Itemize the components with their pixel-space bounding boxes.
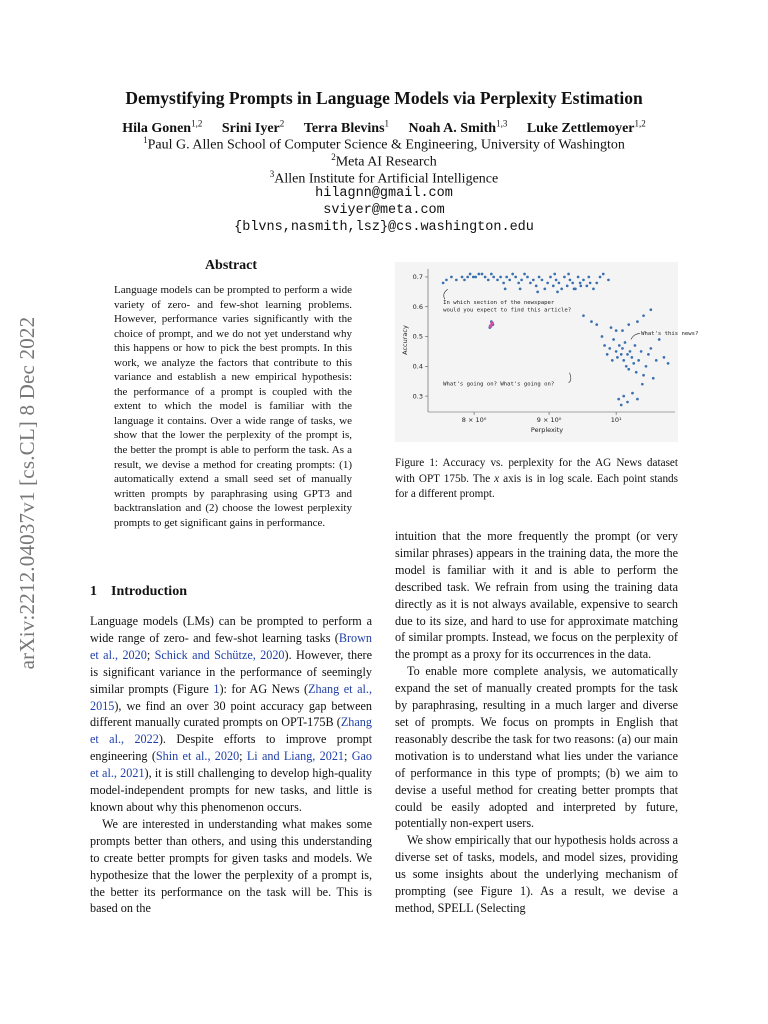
data-point (529, 282, 532, 285)
data-point (599, 276, 602, 279)
author-sup: 1,2 (634, 118, 646, 128)
intro-paragraph-4: To enable more complete analysis, we automatically expand the set of manually created prompts for the task by paraphrasing, resulting in a much larger and diverse set of prompts. We focus on prompts in English that reasonably describe the task for two reasons: (a) our main motivation is to understand what lies under the variance of performance in this type of prompts; (b) we aim to devise a useful method for creating better prompts that could be easily adopted and interpreted by future, potentially non-expert users. (395, 664, 678, 831)
section-number: 1 (90, 584, 97, 599)
data-point (477, 273, 480, 276)
text-run: ), we find an over 30 point accuracy gap between different manually curated prompts on OPT-175B ( (90, 698, 372, 730)
data-point (579, 282, 582, 285)
author-sup: 2 (279, 118, 285, 128)
data-point (511, 273, 514, 276)
data-point (652, 377, 655, 380)
intro-paragraph-5: We show empirically that our hypothesis holds across a diverse set of tasks, models, and model sizes, providing us some insights about the underlying mechanism of prompting (see Figure 1). As a result, we devise a method, SPELL (Selecting (395, 833, 678, 915)
data-point (590, 320, 593, 323)
data-point (631, 356, 634, 359)
data-point (579, 285, 582, 288)
data-point (616, 356, 619, 359)
x-tick-label: 9 × 10⁰ (536, 416, 562, 424)
data-point (573, 288, 576, 291)
author (408, 118, 508, 136)
citation-link[interactable]: 1 (213, 681, 220, 696)
email: hilagnn@gmail.com (315, 186, 453, 201)
data-point (558, 282, 561, 285)
text-run: Language models (LMs) can be prompted to perform a wide range of zero- and few-shot learning tasks ( (90, 614, 372, 645)
data-point (514, 276, 517, 279)
citation-link[interactable]: Brown et al., 2020 (90, 630, 372, 662)
data-point (595, 323, 598, 326)
data-point (555, 279, 558, 282)
data-point (582, 314, 585, 317)
data-point (520, 279, 523, 282)
highlight-point (489, 324, 493, 328)
data-point (631, 392, 634, 395)
data-point (519, 288, 522, 291)
data-point (621, 347, 624, 350)
data-point (626, 353, 629, 356)
y-axis-label: Accuracy (401, 325, 409, 355)
affiliation (0, 135, 768, 154)
data-point (627, 368, 630, 371)
data-point (496, 279, 499, 282)
data-point (622, 359, 625, 362)
author-name: Noah A. Smith (408, 120, 497, 136)
x-tick-label: 8 × 10⁰ (461, 416, 487, 424)
figure-1 (395, 262, 699, 442)
text-run: ), it is still challenging to develop high-quality model-independent prompts for new tasks, and little is known about why this phenomenon occurs. (90, 766, 372, 814)
math-var: x (494, 472, 500, 485)
data-point (602, 273, 605, 276)
text-run: ): for AG News ( (219, 681, 309, 696)
data-point (603, 344, 606, 347)
data-point (649, 347, 652, 350)
data-point (589, 282, 592, 285)
author (122, 118, 203, 136)
data-point (667, 362, 670, 365)
data-point (617, 398, 620, 401)
data-point (606, 353, 609, 356)
section-heading (90, 584, 187, 600)
author-name: Terra Blevins (303, 120, 385, 136)
data-point (549, 276, 552, 279)
data-point (601, 335, 604, 338)
data-point (624, 341, 627, 344)
data-point (608, 347, 611, 350)
affiliation (0, 169, 768, 188)
citation-link[interactable]: Gao et al., 2021 (90, 749, 373, 781)
citation-link[interactable]: Schick and Schütze, 2020 (154, 647, 285, 662)
affiliation (0, 152, 768, 171)
y-tick-label: 0.6 (412, 302, 423, 311)
y-tick-label: 0.7 (412, 273, 423, 282)
data-point (612, 338, 615, 341)
text-run: ; (239, 749, 247, 764)
intro-paragraph-2: We are interested in understanding what makes some prompts better than others, and using this understanding to create better prompts for given tasks and models. We hypothesize that the lower the perplexity of a prompt is, the better its performance on the task will be. This is based on the (90, 816, 372, 916)
annotation-text: In which section of the newspaper (443, 299, 555, 306)
data-point (492, 276, 495, 279)
citation-link[interactable]: Zhang et al., 2022 (90, 715, 372, 747)
data-point (504, 288, 507, 291)
data-point (658, 338, 661, 341)
y-tick-label: 0.5 (412, 332, 423, 341)
data-point (560, 288, 563, 291)
text-run: ). Despite efforts to improve prompt engineering ( (90, 732, 372, 764)
author-name: Luke Zettlemoyer (526, 120, 635, 136)
data-point (622, 395, 625, 398)
author-name: Srini Iyer (221, 120, 280, 136)
data-point (645, 365, 648, 368)
citation-link[interactable]: Shin et al., 2020 (155, 749, 240, 764)
data-point (553, 273, 556, 276)
data-point (538, 276, 541, 279)
author (221, 118, 285, 136)
text-run: axis is in log scale. Each point stands for a different prompt. (395, 472, 679, 500)
author-sup: 1,2 (191, 118, 203, 128)
data-point (642, 374, 645, 377)
data-point (655, 359, 658, 362)
affiliation-sup: 3 (269, 169, 275, 179)
arxiv-identifier: arXiv:2212.04037v1 [cs.CL] 8 Dec 2022 (15, 316, 39, 670)
data-point (642, 314, 645, 317)
data-point (536, 290, 539, 293)
text-run: ). However, there is significant variance in the performance of seemingly similar prompts (Figure (90, 647, 372, 696)
data-point (626, 401, 629, 404)
accuracy-perplexity-scatter (395, 262, 699, 442)
affiliation-text: Allen Institute for Artificial Intelligence (274, 171, 499, 187)
data-point (620, 404, 623, 407)
affiliation-text: Meta AI Research (335, 154, 437, 170)
data-point (636, 320, 639, 323)
citation-link[interactable]: Li and Liang, 2021 (246, 749, 345, 764)
data-point (472, 276, 475, 279)
left-column-text (90, 613, 372, 917)
annotation-text: would you expect to find this article? (443, 307, 572, 314)
data-point (566, 285, 569, 288)
affiliation-sup: 2 (331, 152, 336, 162)
data-point (517, 282, 520, 285)
author-sup: 1,3 (496, 118, 508, 128)
right-column-text (395, 528, 678, 917)
text-run: ; (146, 647, 155, 662)
author-sup: 1 (384, 118, 390, 128)
data-point (632, 362, 635, 365)
data-point (450, 276, 453, 279)
data-point (569, 279, 572, 282)
data-point (635, 371, 638, 374)
text-run: ; (344, 749, 352, 764)
intro-paragraph-3: intuition that the more frequently the prompt (or very similar phrases) appears in the training data, the more the model is familiar with it and is able to perform the described task. We refrain from using the training data directly as it is not always available, expensive to search due to its size, and hard to use for approximate matching of similar prompts. Instead, we focus on the perplexity of the prompt as a proxy for its occurrences in the data. (395, 529, 678, 662)
data-point (585, 285, 588, 288)
data-point (629, 350, 632, 353)
x-tick-label: 10¹ (610, 416, 622, 424)
intro-paragraph-1 (90, 613, 372, 816)
data-point (563, 276, 566, 279)
data-point (535, 285, 538, 288)
figure-caption (395, 456, 678, 503)
data-point (499, 276, 502, 279)
data-point (469, 273, 472, 276)
data-point (546, 282, 549, 285)
abstract-body: Language models can be prompted to perform a wide variety of zero- and few-shot learning problems. However, performance varies significantly with the choice of prompt, and we do not yet understand why this happens or how to pick the best prompts. In this work, we analyze the factors that contribute to this variance and establish a new empirical hypothesis: the performance of a prompt is coupled with the extent to which the model is familiar with the language it contains. Over a wide range of tasks, we show that the lower the perplexity of the prompt is, the better the prompt is able to perform the task. As a result, we devise a method for creating prompts: (1) automatically extend a small seed set of manually written prompts by paraphrasing using GPT3 and backtranslation and (2) choose the lowest perplexity prompts to get significant gains in performance. (114, 284, 352, 529)
data-point (611, 359, 614, 362)
section-title: Introduction (111, 584, 187, 599)
data-point (637, 359, 640, 362)
data-point (463, 279, 466, 282)
data-point (595, 282, 598, 285)
author (526, 118, 646, 136)
data-point (577, 276, 580, 279)
author-list (0, 118, 768, 137)
text-run: Figure 1: Accuracy vs. perplexity for the AG News dataset with OPT 175b. The (395, 457, 678, 485)
data-point (627, 323, 630, 326)
data-point (567, 273, 570, 276)
data-point (621, 329, 624, 332)
data-point (640, 350, 643, 353)
annotation-text: What's this news? (641, 331, 699, 338)
email: {blvns,nasmith,lsz}@cs.washington.edu (234, 220, 534, 235)
abstract-heading: Abstract (204, 258, 258, 273)
citation-link[interactable]: Zhang et al., 2015 (90, 681, 372, 713)
data-point (641, 383, 644, 386)
affiliation-sup: 1 (143, 135, 148, 145)
data-point (615, 329, 618, 332)
data-point (592, 288, 595, 291)
data-point (474, 276, 477, 279)
data-point (571, 282, 574, 285)
data-point (466, 276, 469, 279)
data-point (582, 279, 585, 282)
data-point (526, 276, 529, 279)
data-point (663, 356, 666, 359)
data-point (484, 276, 487, 279)
data-point (481, 273, 484, 276)
y-tick-label: 0.4 (412, 362, 423, 371)
data-point (490, 273, 493, 276)
data-point (625, 365, 628, 368)
data-point (610, 326, 613, 329)
data-point (541, 279, 544, 282)
data-point (508, 279, 511, 282)
paper-title: Demystifying Prompts in Language Models via Perplexity Estimation (125, 88, 643, 108)
data-point (502, 282, 505, 285)
data-point (445, 279, 448, 282)
data-point (442, 282, 445, 285)
data-point (532, 279, 535, 282)
data-point (634, 344, 637, 347)
data-point (615, 350, 618, 353)
email: sviyer@meta.com (323, 203, 445, 218)
author-name: Hila Gonen (122, 120, 192, 136)
affiliation-text: Paul G. Allen School of Computer Science & Engineering, University of Washington (147, 137, 625, 153)
data-point (556, 290, 559, 293)
data-point (543, 288, 546, 291)
data-point (607, 279, 610, 282)
data-point (647, 353, 650, 356)
data-point (649, 308, 652, 311)
data-point (505, 276, 508, 279)
data-point (636, 398, 639, 401)
annotation-text: What's going on? What's going on? (443, 381, 555, 388)
y-tick-label: 0.3 (412, 392, 423, 401)
data-point (487, 279, 490, 282)
data-point (455, 279, 458, 282)
data-point (620, 353, 623, 356)
author (303, 118, 390, 136)
figure-background (395, 262, 678, 442)
x-axis-label: Perplexity (530, 426, 564, 434)
data-point (587, 276, 590, 279)
data-point (461, 276, 464, 279)
data-point (523, 273, 526, 276)
data-point (618, 344, 621, 347)
data-point (552, 285, 555, 288)
